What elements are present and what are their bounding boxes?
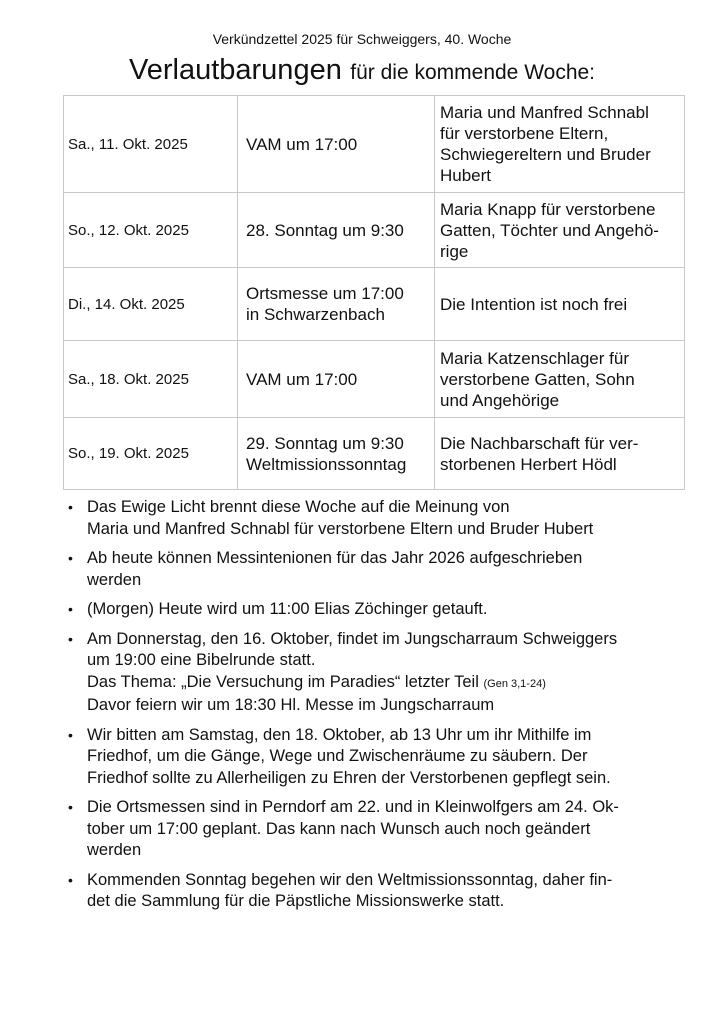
schedule-date: Di., 14. Okt. 2025 xyxy=(64,268,238,341)
intention-line: Maria Katzenschlager für xyxy=(440,348,629,368)
list-item xyxy=(66,629,696,717)
bullet-icon: • xyxy=(68,499,73,515)
bullet-icon: • xyxy=(68,799,73,815)
note-line: Die Ortsmessen sind in Perndorf am 22. und in Kleinwolfgers am 24. Ok- xyxy=(87,798,619,816)
schedule-event xyxy=(238,268,435,341)
table-row xyxy=(64,418,685,490)
schedule-intention xyxy=(435,418,685,490)
intention-line: für verstorbene Eltern, xyxy=(440,124,609,143)
note-line xyxy=(87,672,696,696)
schedule-date: So., 12. Okt. 2025 xyxy=(64,193,238,268)
note-theme-text: Das Thema: „Die Versuchung im Paradies“ letzter Teil xyxy=(87,672,479,691)
note-line: (Morgen) Heute wird um 11:00 Elias Zöchinger getauft. xyxy=(87,600,488,618)
list-item xyxy=(66,497,696,540)
schedule-date: Sa., 18. Okt. 2025 xyxy=(64,341,238,418)
note-line: werden xyxy=(87,570,142,589)
intention-line: Die Intention ist noch frei xyxy=(440,294,628,314)
list-item xyxy=(66,599,696,621)
schedule-date: So., 19. Okt. 2025 xyxy=(64,418,238,490)
bible-reference: (Gen 3,1-24) xyxy=(483,677,546,690)
list-item xyxy=(66,797,696,862)
note-line: Am Donnerstag, den 16. Oktober, findet im Jungscharraum Schweiggers xyxy=(87,629,618,648)
list-item xyxy=(66,548,696,591)
table-row xyxy=(64,193,685,268)
bullet-icon: • xyxy=(68,601,73,617)
note-line: Kommenden Sonntag begehen wir den Weltmissionssonntag, daher fin- xyxy=(87,870,613,889)
table-row xyxy=(64,96,685,193)
bullet-icon: • xyxy=(68,726,73,743)
intention-line: Die Nachbarschaft für ver- xyxy=(440,433,639,453)
list-item xyxy=(66,725,696,790)
schedule-intention xyxy=(435,193,685,268)
schedule-event xyxy=(238,96,435,193)
intention-line: Gatten, Töchter und Angehö- xyxy=(440,220,659,240)
table-row xyxy=(64,268,685,341)
event-line: 28. Sonntag um 9:30 xyxy=(246,220,404,240)
page-title xyxy=(0,54,724,87)
event-line: VAM um 17:00 xyxy=(246,134,358,154)
note-line: Friedhof sollte zu Allerheiligen zu Ehren der Verstorbenen gepflegt sein. xyxy=(87,768,611,787)
page-title-rest: für die kommende Woche: xyxy=(350,61,596,84)
intention-line: Schwiegereltern und Bruder xyxy=(440,145,651,164)
schedule-event xyxy=(238,193,435,268)
note-line: Davor feiern wir um 18:30 Hl. Messe im Jungscharraum xyxy=(87,696,495,714)
event-line: 29. Sonntag um 9:30 xyxy=(246,433,404,453)
note-line: Maria und Manfred Schnabl für verstorbene Eltern und Bruder Hubert xyxy=(87,519,594,538)
intention-line: und Angehörige xyxy=(440,390,560,410)
bullet-icon: • xyxy=(68,550,73,566)
table-row xyxy=(64,341,685,418)
bullet-icon: • xyxy=(68,630,73,647)
intention-line: Maria und Manfred Schnabl xyxy=(440,103,649,122)
list-item xyxy=(66,870,696,913)
bullet-icon: • xyxy=(68,871,73,888)
event-line: Ortsmesse um 17:00 xyxy=(246,284,404,303)
note-line: tober um 17:00 geplant. Das kann nach Wunsch auch noch geändert xyxy=(87,819,591,838)
note-line: Wir bitten am Samstag, den 18. Oktober, ab 13 Uhr um ihr Mithilfe im xyxy=(87,725,592,744)
note-line: Friedhof, um die Gänge, Wege und Zwischenräume zu säubern. Der xyxy=(87,747,588,765)
schedule-date: Sa., 11. Okt. 2025 xyxy=(64,96,238,193)
intention-line: verstorbene Gatten, Sohn xyxy=(440,369,635,389)
announcement-list xyxy=(66,497,696,921)
intention-line: storbenen Herbert Hödl xyxy=(440,454,617,474)
schedule-intention xyxy=(435,268,685,341)
schedule-intention xyxy=(435,96,685,193)
intention-line: Hubert xyxy=(440,166,492,185)
note-line: Ab heute können Messintenionen für das Jahr 2026 aufgeschrieben xyxy=(87,549,583,567)
schedule-table xyxy=(63,95,685,490)
intention-line: Maria Knapp für verstorbene xyxy=(440,199,656,219)
schedule-intention xyxy=(435,341,685,418)
note-line: det die Sammlung für die Päpstliche Missionswerke statt. xyxy=(87,892,505,910)
schedule-event xyxy=(238,341,435,418)
document-subtitle: Verkündzettel 2025 für Schweiggers, 40. Woche xyxy=(212,31,512,47)
note-line: Das Ewige Licht brennt diese Woche auf die Meinung von xyxy=(87,498,510,516)
note-line: werden xyxy=(87,841,142,859)
schedule-event xyxy=(238,418,435,490)
note-line: um 19:00 eine Bibelrunde statt. xyxy=(87,651,316,669)
event-line: in Schwarzenbach xyxy=(246,305,385,324)
event-line: Weltmissionssonntag xyxy=(246,454,407,474)
intention-line: rige xyxy=(440,241,469,261)
page-title-main: Verlautbarungen xyxy=(128,54,342,86)
event-line: VAM um 17:00 xyxy=(246,369,358,389)
